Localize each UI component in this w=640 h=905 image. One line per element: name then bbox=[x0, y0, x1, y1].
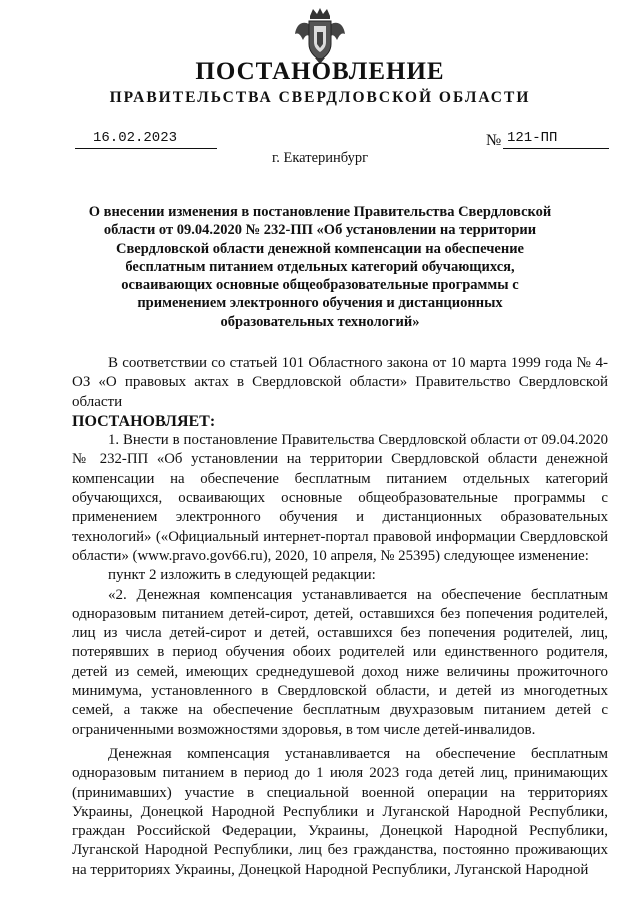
document-title: О внесении изменения в постановление Правительства Свердловской области от 09.04.2020 № 232-ПП «Об установлении на территории Свердловской области денежной компенсации на обеспечение бесплатным питанием отдельных категорий обучающихся, осваивающих основные общеобразовательные программы с применением электронного обучения и дистанционных образовательных технологий» bbox=[88, 204, 552, 330]
item-1-paragraph: 1. Внести в постановление Правительства Свердловской области от 09.04.2020 № 232-ПП «Об установлении на территории Свердловской области денежной компенсации на обеспечение бесплатным питанием отдельных категорий обучающихся, осваивающих основные общеобразовательные программы с применением электронного обучения и дистанционных образовательных технологий» («Официальный интернет-портал правовой информации Свердловской области» (www.pravo.gov66.ru), 2020, 10 апреля, № 25395) следующее изменение: bbox=[72, 432, 608, 564]
date-field bbox=[75, 130, 217, 149]
item-1-sub-paragraph: пункт 2 изложить в следующей редакции: bbox=[108, 567, 376, 584]
number-field bbox=[503, 130, 609, 149]
number-label: № bbox=[486, 132, 502, 149]
city-line: г. Екатеринбург bbox=[271, 150, 369, 166]
document-body bbox=[72, 354, 608, 880]
resolve-heading: ПОСТАНОВЛЯЕТ: bbox=[72, 412, 216, 430]
quote-paragraph-2: Денежная компенсация устанавливается на обеспечение бесплатным одноразовым питанием в период до 1 июля 2023 года детей лиц, принимающих (принимавших) участие в специальной военной операции на территориях Украины, Донецкой Народной Республики и Луганской Народной Республики, граждан Российской Федерации, Украины, Донецкой Народной Республики, Луганской Народной Республики, лиц без гражданства, постоянно проживающих на территориях Украины, Донецкой Народной Республики, Луганской Народной bbox=[72, 745, 608, 878]
coat-of-arms-emblem bbox=[293, 6, 347, 64]
document-type-heading: ПОСТАНОВЛЕНИЕ bbox=[195, 58, 445, 85]
document-number: 121-ПП bbox=[507, 130, 558, 146]
issuing-authority-heading: ПРАВИТЕЛЬСТВА СВЕРДЛОВСКОЙ ОБЛАСТИ bbox=[109, 89, 531, 106]
quote-paragraph-1: «2. Денежная компенсация устанавливается на обеспечение бесплатным одноразовым питанием детей-сирот, детей, оставшихся без попечения родителей, лиц из числа детей-сирот и детей, оставшихся без попечения родителей, лиц, потерявших в период обучения обоих родителей или единственного родителя, детей из семей, имеющих среднедушевой доход ниже величины прожиточного минимума, установленного в Свердловской области, и детей из многодетных семей, а также на обеспечение бесплатным двухразовым питанием детей с ограниченными возможностями здоровья, в том числе детей-инвалидов. bbox=[72, 586, 608, 738]
intro-paragraph: В соответствии со статьей 101 Областного закона от 10 марта 1999 года № 4-ОЗ «О правовых актах в Свердловской области» Правительство Свердловской области bbox=[72, 355, 608, 410]
document-date: 16.02.2023 bbox=[93, 130, 178, 146]
